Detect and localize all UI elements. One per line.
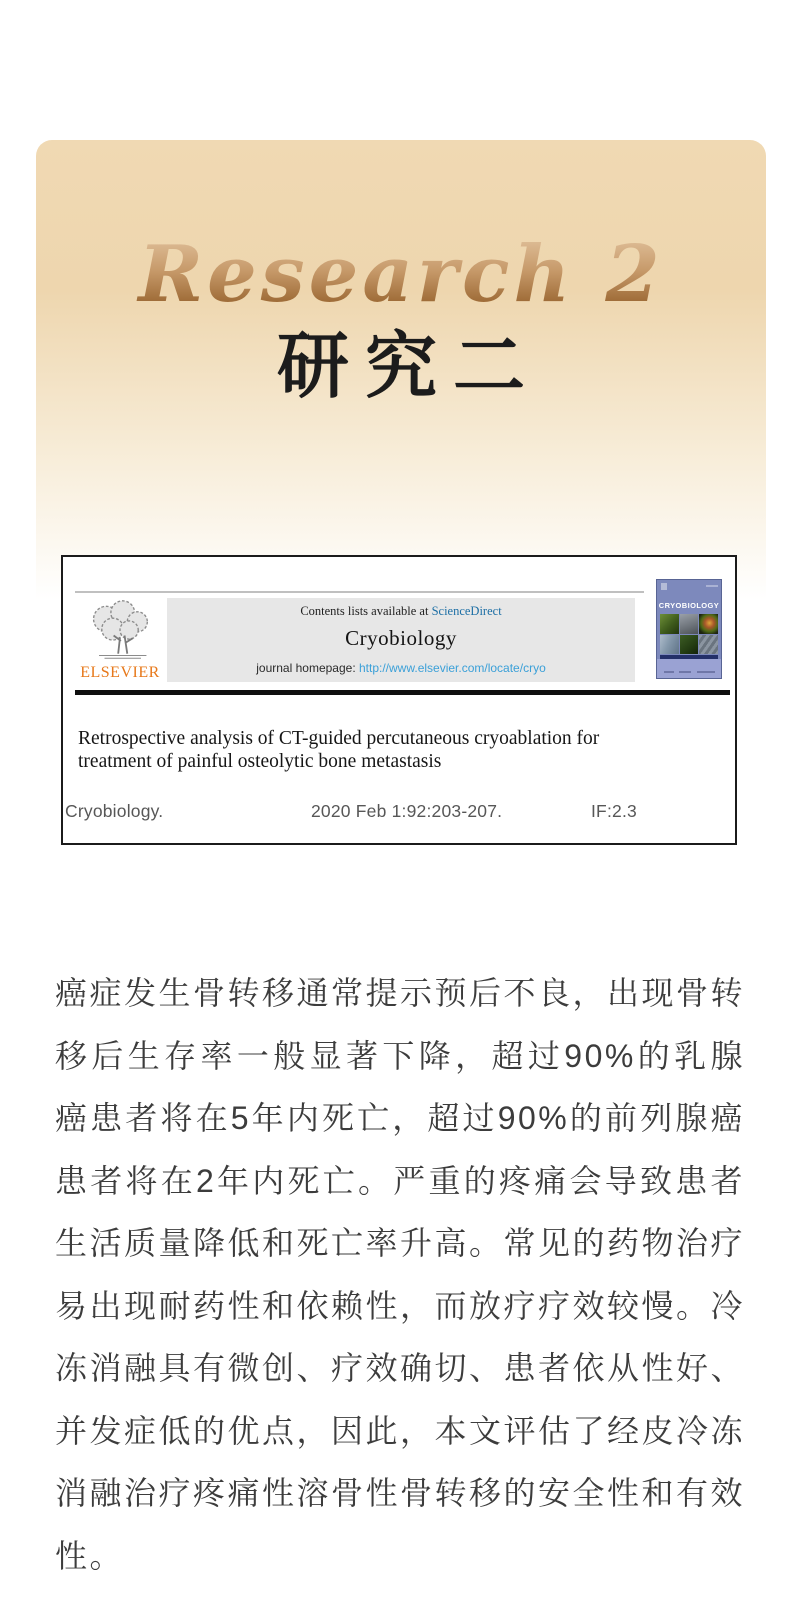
citation-impact-factor: IF:2.3 (591, 801, 637, 821)
citation-row (63, 801, 735, 827)
journal-name: Cryobiology (345, 626, 457, 650)
cover-thumbnail (660, 635, 679, 655)
citation-date: 2020 Feb 1:92:203-207. (311, 801, 503, 821)
article-title: Retrospective analysis of CT-guided percutaneous cryoablation for treatment of painful osteolytic bone metastasis (78, 728, 600, 772)
abstract-section (55, 962, 745, 1587)
masthead-top-rule (75, 591, 644, 593)
contents-line (167, 598, 635, 619)
homepage-prefix: journal homepage: (256, 661, 359, 675)
hero-chinese-title: 研究二 (276, 323, 541, 408)
homepage-link[interactable]: http://www.elsevier.com/locate/cryo (359, 661, 546, 675)
cover-image-grid (660, 614, 718, 654)
cover-thumbnail (660, 614, 679, 634)
cover-thumbnail (680, 635, 699, 655)
journal-cover-thumbnail (656, 579, 722, 679)
cover-thumbnail (699, 614, 718, 634)
homepage-line (167, 661, 635, 675)
journal-article-card (61, 555, 737, 845)
cover-title: CRYOBIOLOGY (658, 601, 720, 610)
cover-thumbnail (680, 614, 699, 634)
elsevier-wordmark: ELSEVIER (80, 664, 160, 681)
hero-script-title: Research 2 (36, 236, 766, 314)
cover-lower-panel (657, 659, 721, 678)
elsevier-tree-icon (73, 599, 167, 661)
cover-fineprint-bar (664, 671, 674, 673)
sciencedirect-link[interactable]: ScienceDirect (431, 604, 502, 618)
abstract-text: 癌症发生骨转移通常提示预后不良，出现骨转移后生存率一般显著下降，超过90%的乳腺癌患者将在5年内死亡，超过90%的前列腺癌患者将在2年内死亡。严重的疼痛会导致患者生活质量降低和死亡率升高。常见的药物治疗易出现耐药性和依赖性，而放疗疗效较慢。冷冻消融具有微创、疗效确切、患者依从性好、并发症低的优点，因此，本文评估了经皮冷冻消融治疗疼痛性溶骨性骨转移的安全性和有效性。 (55, 975, 746, 1574)
contents-prefix: Contents lists available at (300, 604, 432, 618)
cover-thumbnail (699, 635, 718, 655)
cover-publisher-mark (661, 583, 667, 590)
cover-fineprint-bar (697, 671, 715, 673)
journal-masthead (167, 598, 635, 682)
cover-issue-mark (706, 585, 718, 587)
elsevier-logo (73, 599, 167, 682)
cover-fineprint-bar (679, 671, 691, 673)
citation-journal: Cryobiology. (65, 801, 164, 821)
article-divider-rule (75, 690, 730, 695)
